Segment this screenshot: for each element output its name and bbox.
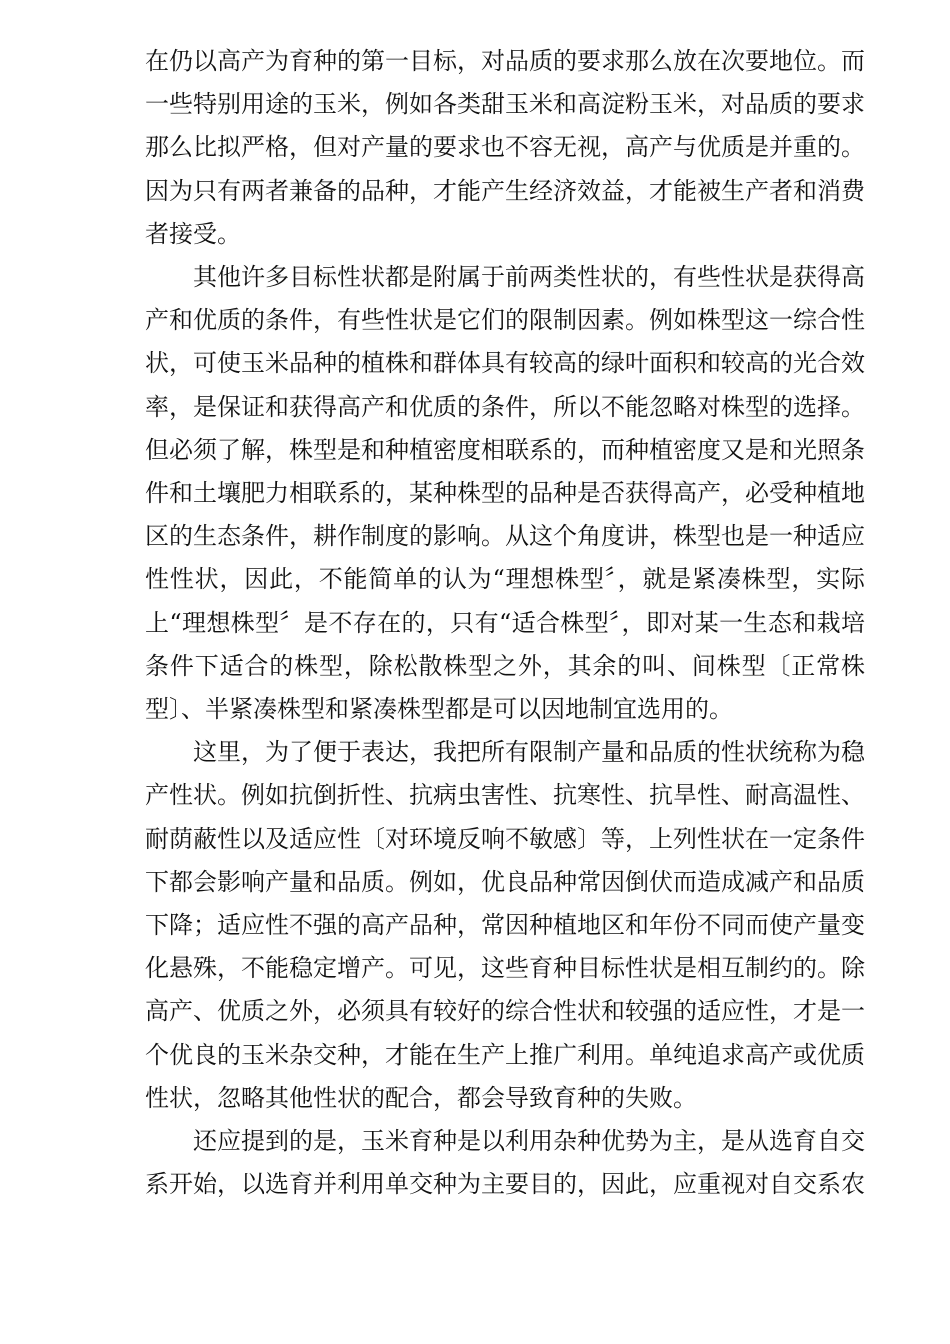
- paragraph-stable-yield-traits: 这里，为了便于表达，我把所有限制产量和品质的性状统称为稳产性状。例如抗倒折性、抗病虫害性、抗寒性、抗旱性、耐高温性、耐荫蔽性以及适应性〔对环境反响不敏感〕等，上列性状在一定条件下都会影响产量和品质。例如，优良品种常因倒伏而造成减产和品质下降；适应性不强的高产品种，常因种植地区和年份不同而使产量变化悬殊，不能稳定增产。可见，这些育种目标性状是相互制约的。除高产、优质之外，必须具有较好的综合性状和较强的适应性，才是一个优良的玉米杂交种，才能在生产上推广利用。单纯追求高产或优质性状，忽略其他性状的配合，都会导致育种的失败。: [145, 738, 865, 1112]
- paragraph-inbred-lines: 还应提到的是，玉米育种是以利用杂种优势为主，是从选育自交系开始，以选育并利用单交种为主要目的，因此，应重视对自交系农: [145, 1127, 865, 1199]
- body-text: [145, 40, 865, 1206]
- paragraph-continuation: 在仍以高产为育种的第一目标，对品质的要求那么放在次要地位。而一些特别用途的玉米，例如各类甜玉米和高淀粉玉米，对品质的要求那么比拟严格，但对产量的要求也不容无视，高产与优质是并重的。因为只有两者兼备的品种，才能产生经济效益，才能被生产者和消费者接受。: [145, 47, 865, 248]
- paragraph-plant-type: 其他许多目标性状都是附属于前两类性状的，有些性状是获得高产和优质的条件，有些性状是它们的限制因素。例如株型这一综合性状，可使玉米品种的植株和群体具有较高的绿叶面积和较高的光合效率，是保证和获得高产和优质的条件，所以不能忽略对株型的选择。但必须了解，株型是和种植密度相联系的，而种植密度又是和光照条件和土壤肥力相联系的，某种株型的品种是否获得高产，必受种植地区的生态条件，耕作制度的影响。从这个角度讲，株型也是一种适应性性状，因此，不能简单的认为“理想株型〞，就是紧凑株型，实际上“理想株型〞是不存在的，只有“适合株型〞，即对某一生态和栽培条件下适合的株型，除松散株型之外，其余的叫、间株型〔正常株型〕、半紧凑株型和紧凑株型都是可以因地制宜选用的。: [145, 263, 865, 724]
